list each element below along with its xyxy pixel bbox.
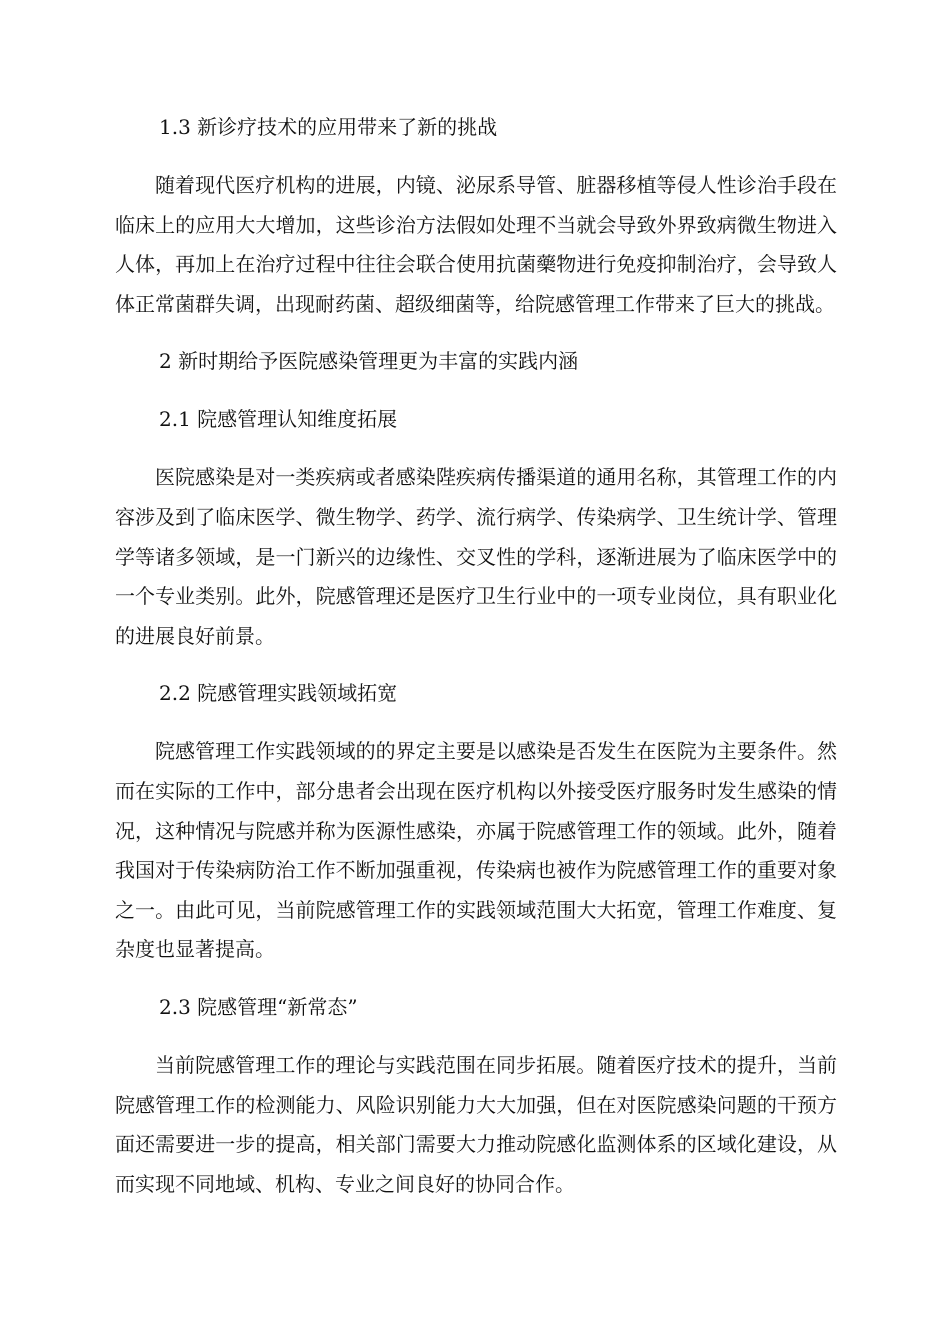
section-heading-2: 2 新时期给予医院感染管理更为丰富的实践内涵 xyxy=(159,349,579,374)
section-heading-2-1: 2.1 院感管理认知维度拓展 xyxy=(159,407,398,432)
section-paragraph-2-1: 医院感染是对一类疾病或者感染陛疾病传播渠道的通用名称，其管理工作的内容涉及到了临床医学、微生物学、药学、流行病学、传染病学、卫生统计学、管理学等诸多领域，是一门新兴的边缘性、交叉性的学科，逐渐进展为了临床医学中的一个专业类别。此外，院感管理还是医疗卫生行业中的一项专业岗位，具有职业化的进展良好前景。 xyxy=(115,465,837,648)
section-heading-2-2: 2.2 院感管理实践领域拓宽 xyxy=(159,681,398,706)
section-heading-1-3: 1.3 新诊疗技术的应用带来了新的挑战 xyxy=(159,115,498,139)
section-paragraph-2-3: 当前院感管理工作的理论与实践范围在同步拓展。随着医疗技术的提升，当前院感管理工作的检测能力、风险识别能力大大加强，但在对医院感染问题的干预方面还需要进一步的提高，相关部门需要大力推动院感化监测体系的区域化建设，从而实现不同地域、机构、专业之间良好的协同合作。 xyxy=(115,1052,837,1196)
section-heading-2-3: 2.3 院感管理“新常态” xyxy=(159,994,358,1019)
section-paragraph-2-2: 院感管理工作实践领域的的界定主要是以感染是否发生在医院为主要条件。然而在实际的工作中，部分患者会出现在医疗机构以外接受医疗服务时发生感染的情况，这种情况与院感并称为医源性感染，亦属于院感管理工作的领域。此外，随着我国对于传染病防治工作不断加强重视，传染病也被作为院感管理工作的重要对象之一。由此可见，当前院感管理工作的实践领域范围大大拓宽，管理工作难度、复杂度也显著提高。 xyxy=(115,739,837,962)
section-paragraph-1-3: 随着现代医疗机构的进展，内镜、泌尿系导管、脏器移植等侵人性诊治手段在临床上的应用大大增加，这些诊治方法假如处理不当就会导致外界致病微生物进入人体，再加上在治疗过程中往往会联合使用抗菌藥物进行免疫抑制治疗，会导致人体正常菌群失调，出现耐药菌、超级细菌等，给院感管理工作带来了巨大的挑战。 xyxy=(115,173,837,316)
document-page xyxy=(115,108,837,1204)
